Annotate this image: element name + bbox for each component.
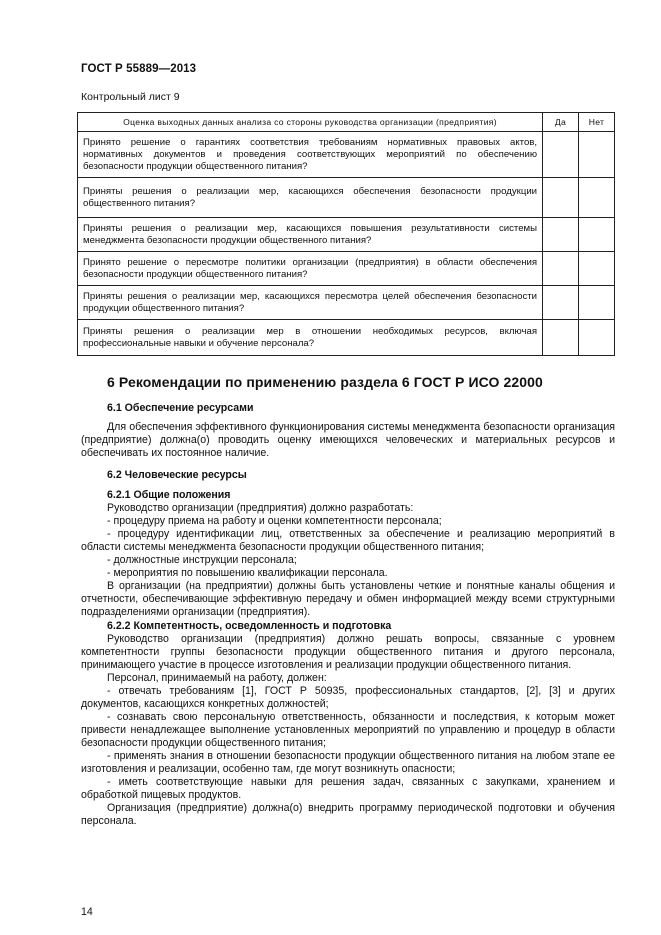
no-cell <box>579 132 615 178</box>
paragraph: Организация (предприятие) должна(о) внедрить программу периодической подготовки и обучения персонала. <box>81 802 615 827</box>
section-6-2-1-heading: 6.2.1 Общие положения <box>107 489 231 501</box>
section-6-heading: 6 Рекомендации по применению раздела 6 ГОСТ Р ИСО 22000 <box>107 374 543 390</box>
list-item: - процедуру идентификации лиц, ответственных за обеспечение и реализацию мероприятий в области системы менеджмента безопасности продукции общественного питания; <box>81 528 615 553</box>
yes-cell <box>543 218 579 252</box>
list-item: - применять знания в отношении безопасности продукции общественного питания на любом этапе ее изготовления и реализации, особенно там, где могут возникнуть опасности; <box>81 750 615 775</box>
checklist-caption: Контрольный лист 9 <box>81 91 180 103</box>
list-item: - должностные инструкции персонала; <box>107 554 297 566</box>
question-cell: Приняты решения о реализации мер в отношении необходимых ресурсов, включая профессиональные навыки и обучение персонала? <box>78 320 543 356</box>
paragraph: Руководство организации (предприятия) должно разработать: <box>107 502 414 514</box>
question-cell: Приняты решения о реализации мер, касающихся пересмотра целей обеспечения безопасности продукции общественного питания? <box>78 286 543 320</box>
column-header-question: Оценка выходных данных анализа со стороны руководства организации (предприятия) <box>78 113 543 132</box>
section-6-2-heading: 6.2 Человеческие ресурсы <box>107 469 247 481</box>
no-cell <box>579 286 615 320</box>
standard-header: ГОСТ Р 55889—2013 <box>81 63 197 75</box>
list-item: - иметь соответствующие навыки для решения задач, связанных с закупками, хранением и обработкой пищевых продуктов. <box>81 776 615 801</box>
table-row <box>78 132 615 178</box>
list-item: - отвечать требованиям [1], ГОСТ Р 50935, профессиональных стандартов, [2], [3] и других документов, касающихся конкретных должностей; <box>81 685 615 710</box>
list-item: - процедуру приема на работу и оценки компетентности персонала; <box>107 515 442 527</box>
page-number: 14 <box>81 906 93 918</box>
column-header-yes: Да <box>543 113 579 132</box>
yes-cell <box>543 132 579 178</box>
question-cell: Принято решение о гарантиях соответствия требованиям нормативных правовых актов, нормативных документов и проведения соответствующих мероприятий по обеспечению безопасности продукции общественного питания? <box>78 132 543 178</box>
table-row <box>78 286 615 320</box>
question-cell: Принято решение о пересмотре политики организации (предприятия) в области обеспечения безопасности продукции общественного питания? <box>78 252 543 286</box>
section-6-1-text <box>81 421 615 460</box>
paragraph: Персонал, принимаемый на работу, должен: <box>107 672 327 684</box>
paragraph: В организации (на предприятии) должны быть установлены четкие и понятные каналы общения и отчетности, обеспечивающие эффективную передачу и обмен информацией между всеми структурными подразделениями организации (предприятия). <box>81 580 615 618</box>
checklist-header-row <box>78 113 615 132</box>
checklist-table <box>77 112 615 356</box>
yes-cell <box>543 320 579 356</box>
question-cell: Приняты решения о реализации мер, касающихся повышения результативности системы менеджмента безопасности продукции общественного питания? <box>78 218 543 252</box>
table-row <box>78 320 615 356</box>
no-cell <box>579 252 615 286</box>
table-row <box>78 178 615 218</box>
section-6-2-2-text <box>81 633 615 828</box>
section-6-2-1-text <box>81 502 615 619</box>
yes-cell <box>543 178 579 218</box>
paragraph: Руководство организации (предприятия) должно решать вопросы, связанные с уровнем компетентности группы безопасности продукции общественного питания и другого персонала, принимающего участие в процессе изготовления и реализации продукции общественного питания. <box>81 633 615 671</box>
column-header-no: Нет <box>579 113 615 132</box>
table-row <box>78 218 615 252</box>
yes-cell <box>543 286 579 320</box>
table-row <box>78 252 615 286</box>
section-6-1-heading: 6.1 Обеспечение ресурсами <box>107 402 254 414</box>
question-cell: Приняты решения о реализации мер, касающихся обеспечения безопасности продукции общественного питания? <box>78 178 543 218</box>
no-cell <box>579 178 615 218</box>
section-6-2-2-heading: 6.2.2 Компетентность, осведомленность и подготовка <box>107 620 392 632</box>
no-cell <box>579 320 615 356</box>
paragraph: Для обеспечения эффективного функционирования системы менеджмента безопасности организация (предприятие) должна(о) проводить оценку имеющихся человеческих и материальных ресурсов и обеспечивать их постоянное наличие. <box>81 421 615 459</box>
no-cell <box>579 218 615 252</box>
list-item: - мероприятия по повышению квалификации персонала. <box>107 567 388 579</box>
yes-cell <box>543 252 579 286</box>
list-item: - сознавать свою персональную ответственность, обязанности и последствия, к которым может привести ненадлежащее выполнение установленных мероприятий по управлению и процедур в области безопасности продукции общественного питания; <box>81 711 615 749</box>
